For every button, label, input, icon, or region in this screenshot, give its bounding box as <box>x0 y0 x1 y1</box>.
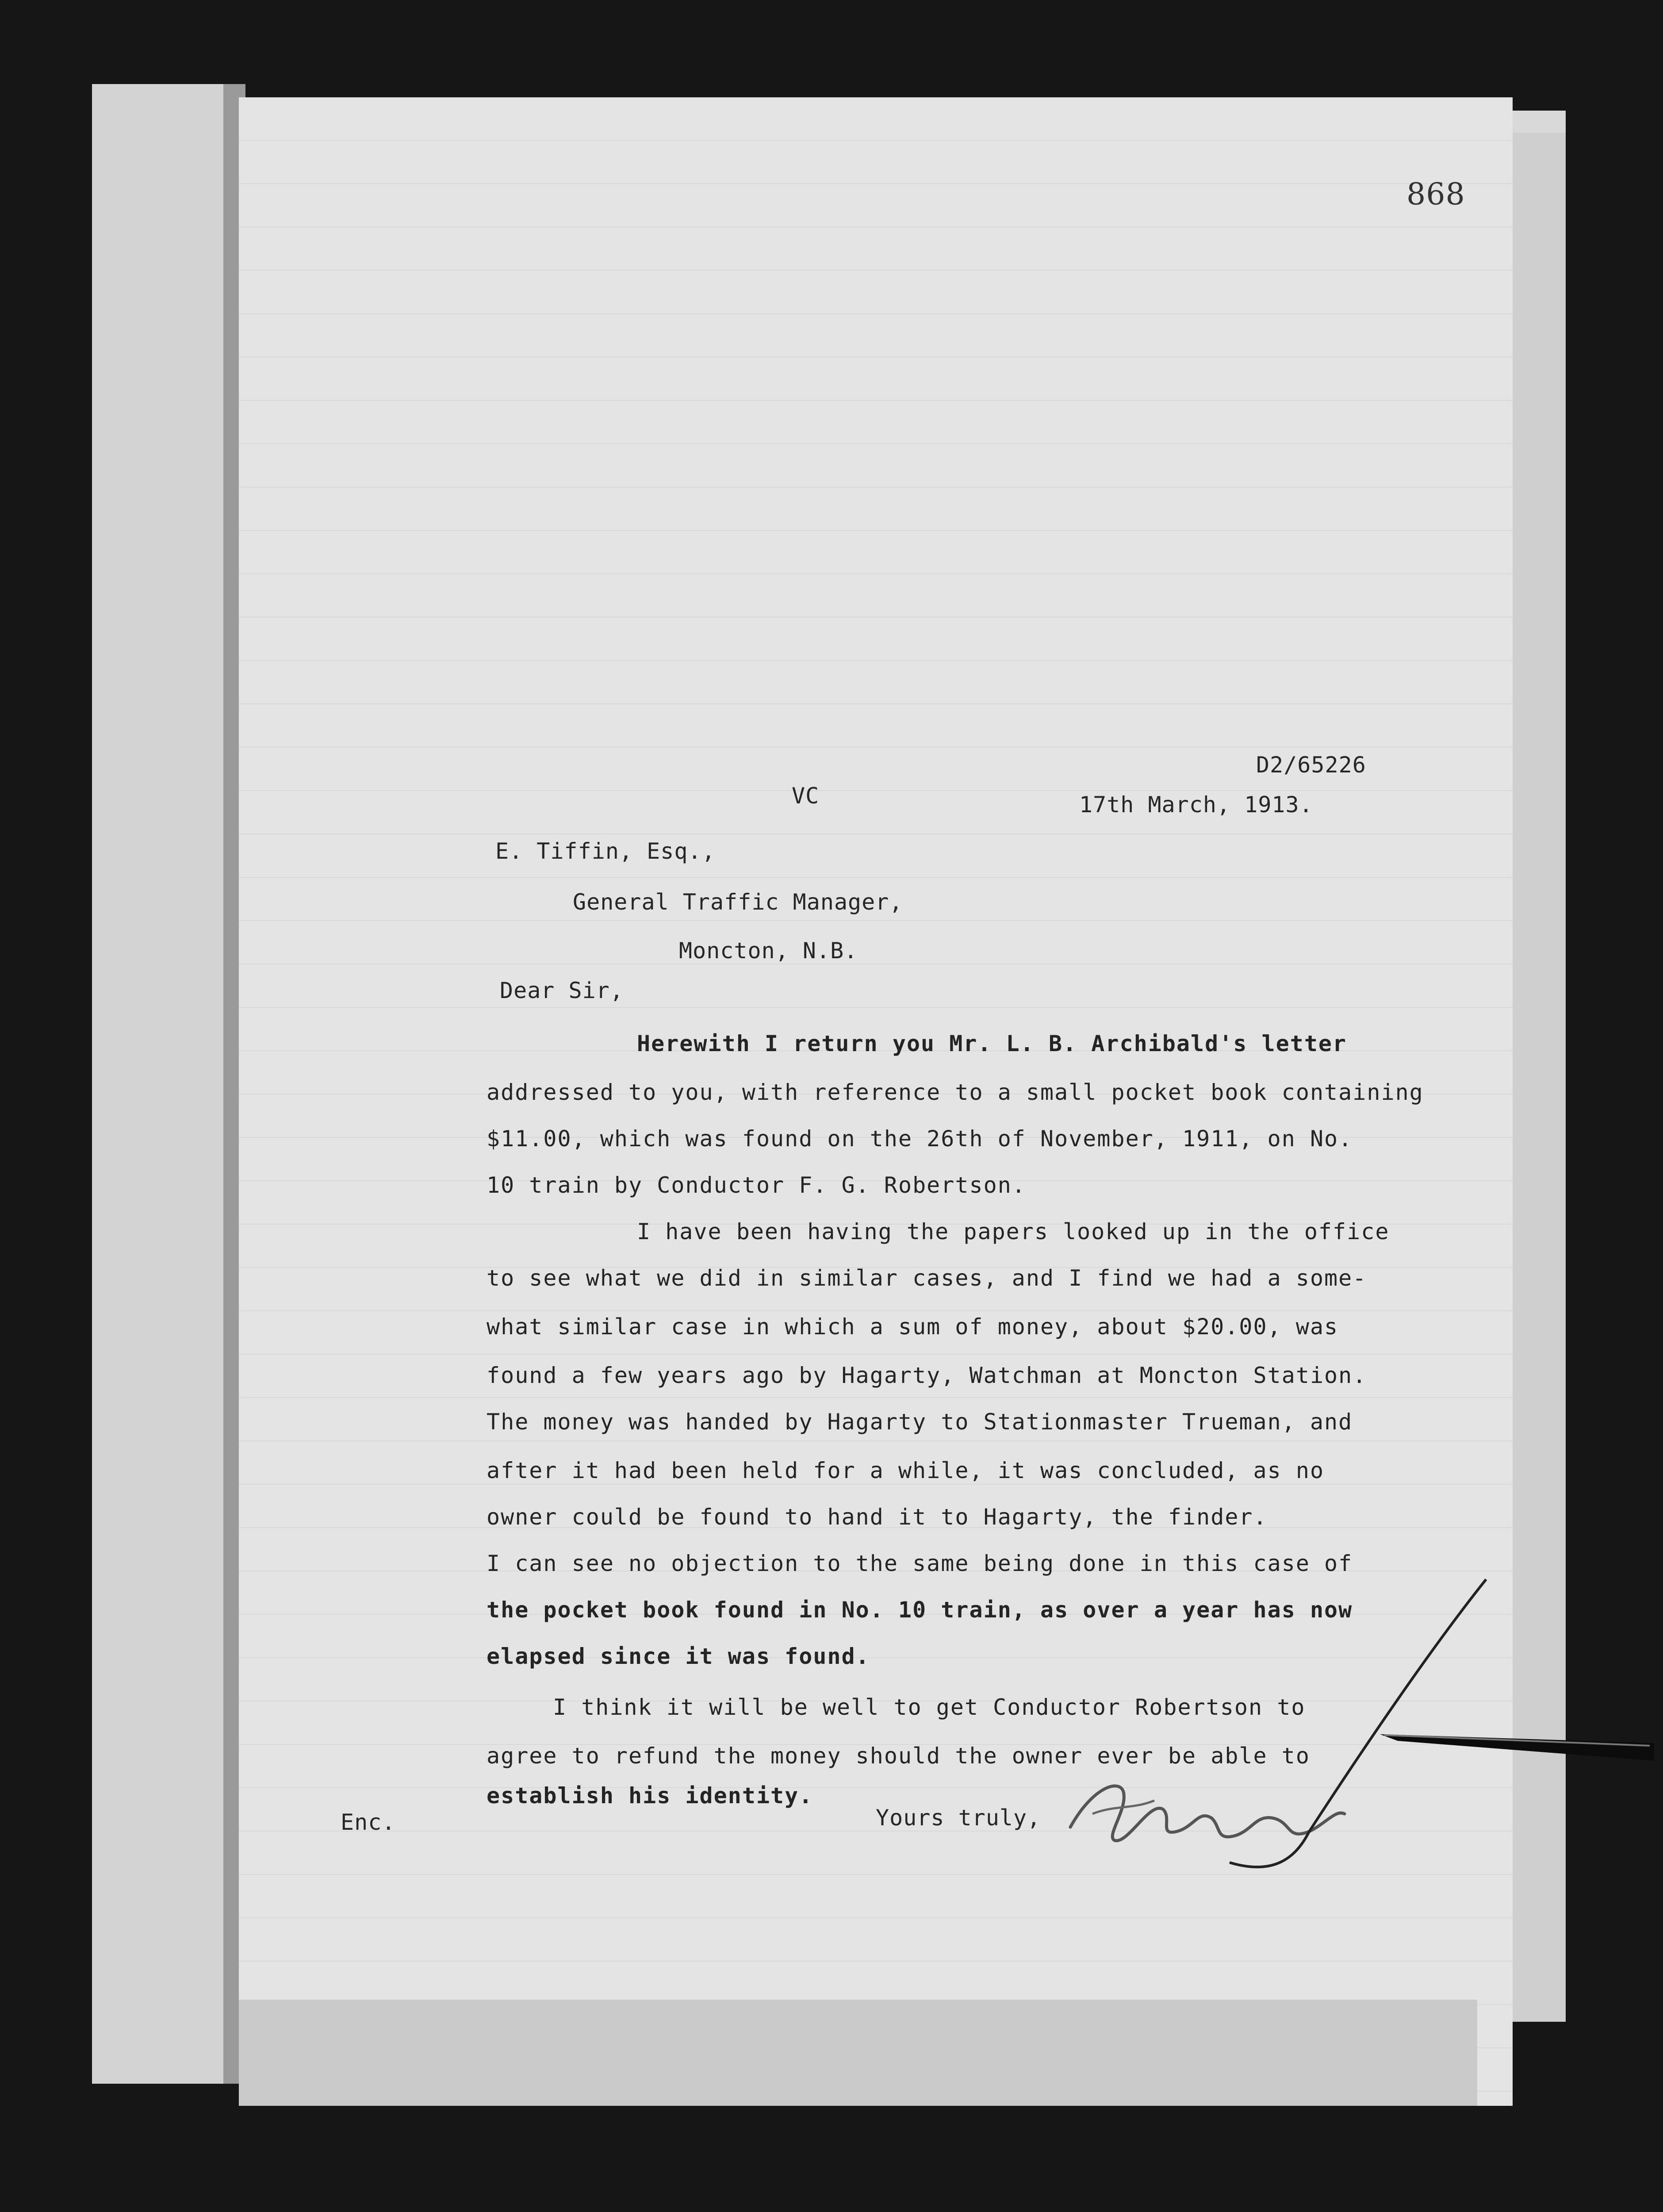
body-line: $11.00, which was found on the 26th of November, 1911, on No. <box>487 1126 1353 1152</box>
body-line: after it had been held for a while, it was concluded, as no <box>487 1458 1325 1483</box>
body-line: The money was handed by Hagarty to Stationmaster Trueman, and <box>487 1409 1353 1435</box>
body-line: elapsed since it was found. <box>487 1644 870 1669</box>
page-bottom-edge <box>239 2000 1477 2106</box>
body-line: 10 train by Conductor F. G. Robertson. <box>487 1172 1026 1198</box>
letter-date: 17th March, 1913. <box>1079 792 1313 818</box>
addressee-name: E. Tiffin, Esq., <box>495 838 716 864</box>
body-line: establish his identity. <box>487 1783 813 1809</box>
body-line: what similar case in which a sum of money, about $20.00, was <box>487 1314 1339 1340</box>
body-line: the pocket book found in No. 10 train, as over a year has now <box>487 1597 1353 1623</box>
body-line: to see what we did in similar cases, and I find we had a some- <box>487 1265 1367 1291</box>
enclosure-mark: Enc. <box>341 1809 396 1835</box>
body-line: agree to refund the money should the owner ever be able to <box>487 1743 1310 1769</box>
salutation: Dear Sir, <box>500 978 624 1003</box>
body-line: owner could be found to hand it to Hagarty, the finder. <box>487 1504 1268 1530</box>
left-sheet <box>92 84 225 2084</box>
body-line: found a few years ago by Hagarty, Watchman at Moncton Station. <box>487 1363 1367 1388</box>
pen-pointer <box>1380 1717 1663 1770</box>
body-line: addressed to you, with reference to a small pocket book containing <box>487 1079 1424 1105</box>
typist-initials: VC <box>792 783 820 809</box>
body-line: Herewith I return you Mr. L. B. Archibald's letter <box>637 1031 1347 1056</box>
addressee-title: General Traffic Manager, <box>573 889 903 915</box>
page-number: 868 <box>1406 177 1465 212</box>
file-reference: D2/65226 <box>1256 752 1366 778</box>
body-line: I have been having the papers looked up in the office <box>637 1219 1390 1244</box>
body-line: I think it will be well to get Conductor Robertson to <box>553 1694 1306 1720</box>
closing: Yours truly, <box>876 1805 1041 1831</box>
body-line: I can see no objection to the same being done in this case of <box>487 1551 1353 1576</box>
addressee-location: Moncton, N.B. <box>679 938 858 964</box>
